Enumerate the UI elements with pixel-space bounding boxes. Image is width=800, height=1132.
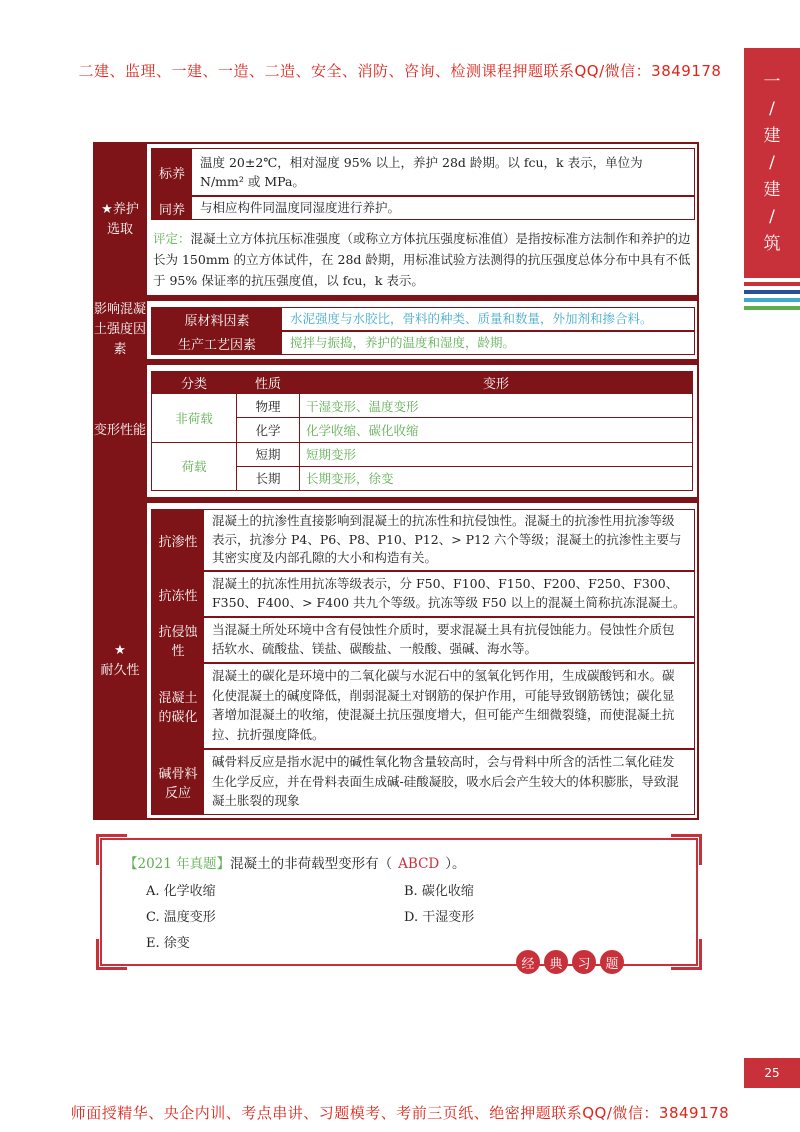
standard-curing-row	[151, 148, 695, 196]
durability-item	[151, 509, 695, 571]
head-class: 分类	[152, 372, 237, 394]
durability-item	[151, 571, 695, 617]
nonload-cell: 非荷载	[152, 394, 237, 442]
durability-item	[151, 663, 695, 749]
corner-ornament	[96, 939, 127, 970]
same-curing-text: 与相应构件同温度同湿度进行养护。	[200, 200, 401, 215]
process-row	[151, 331, 695, 355]
badge-char: 题	[600, 950, 624, 974]
deform-cell: 短期变形	[300, 442, 693, 466]
raw-material-label: 原材料因素	[152, 308, 282, 330]
exercise-badge	[512, 950, 624, 974]
durability-item	[151, 617, 695, 663]
page-number: 25	[744, 1058, 800, 1088]
frost-resistance-text: 混凝土的抗冻性用抗冻等级表示，分 F50、F100、F150、F200、F250、F300、F350、F400、> F400 共九个等级。抗冻等级 F50 以上的混凝土简称抗冻混凝土。	[212, 576, 686, 610]
option: B. 碳化收缩	[404, 884, 474, 899]
side-tab-char: 一	[763, 71, 781, 92]
comment-prefix: 评定：	[153, 231, 191, 246]
badge-char: 习	[572, 950, 596, 974]
curing-label: ★养护 选取	[101, 201, 139, 237]
option: C. 温度变形	[146, 910, 216, 925]
head-nature: 性质	[237, 372, 300, 394]
deformation-label: 变形性能	[93, 423, 146, 438]
curing-comment	[153, 228, 691, 291]
exercise-box	[100, 838, 698, 972]
factors-section	[93, 299, 699, 361]
carbonation-text: 混凝土的碳化是环境中的二氧化碳与水泥石中的氢氧化钙作用，生成碳酸钙和水。碳化使混凝土的碱度降低，削弱混凝土对钢筋的保护作用，可能导致钢筋锈蚀；碳化显著增加混凝土的收缩，使混凝土抗压强度增大，但可能产生细微裂缝，而使混凝土抗拉、抗折强度降低。	[212, 668, 675, 742]
factors-panel	[147, 301, 697, 359]
raw-material-row	[151, 307, 695, 331]
impermeability-label: 抗渗性	[152, 510, 204, 570]
option: A. 化学收缩	[146, 884, 216, 899]
stripe	[744, 306, 800, 310]
stripe	[744, 282, 800, 286]
durability-label: ★ 耐久性	[100, 642, 140, 678]
carbonation-label: 混凝土的碳化	[152, 664, 204, 748]
frost-resistance-label: 抗冻性	[152, 572, 204, 616]
durability-item	[151, 749, 695, 815]
option: E. 徐变	[146, 936, 190, 951]
header-banner: 二建、监理、一建、一造、二造、安全、消防、咨询、检测课程押题联系QQ/微信：3849178	[78, 62, 722, 80]
load-cell: 荷载	[152, 442, 237, 490]
exercise-question	[124, 852, 465, 872]
question-text: 混凝土的非荷载型变形有（	[230, 856, 393, 872]
badge-char: 经	[516, 950, 540, 974]
raw-material-text: 水泥强度与水胶比，骨料的种类、质量和数量，外加剂和掺合料。	[290, 311, 653, 326]
question-answer: ABCD	[398, 856, 440, 872]
curing-section	[93, 142, 699, 297]
same-curing-row	[151, 196, 695, 220]
impermeability-text: 混凝土的抗渗性直接影响到混凝土的抗冻性和抗侵蚀性。混凝土的抗渗性用抗渗等级表示，抗渗分 P4、P6、P8、P10、P12、> P12 六个等级；混凝土的抗渗性主要与其密实度及内部孔隙的大小和构造有关。	[212, 513, 682, 565]
badge-char: 典	[544, 950, 568, 974]
deformation-panel	[147, 365, 697, 497]
stripe	[744, 298, 800, 302]
footer-banner: 师面授精华、央企内训、考点串讲、习题模考、考前三页纸、绝密押题联系QQ/微信：3849178	[70, 1104, 730, 1122]
standard-curing-label: 标养	[152, 149, 192, 195]
nature-cell: 化学	[237, 418, 300, 442]
exercise-tag: 【2021 年真题】	[124, 856, 231, 872]
corner-ornament	[671, 939, 702, 970]
durability-panel	[147, 503, 697, 818]
standard-curing-text: 温度 20±2℃，相对湿度 95% 以上，养护 28d 龄期。以 fcu，k 表示，单位为 N/mm² 或 MPa。	[200, 155, 643, 189]
side-tab-char: /	[769, 98, 775, 119]
factors-label: 影响混凝土强度因素	[93, 302, 146, 357]
curing-panel	[147, 144, 697, 295]
question-end: ）。	[445, 856, 466, 872]
deform-cell: 化学收缩、碳化收缩	[300, 418, 693, 442]
side-tab-char: 建	[763, 179, 781, 200]
side-tab-char: 筑	[763, 233, 781, 254]
durability-section	[93, 501, 699, 820]
deformation-section	[93, 363, 699, 499]
side-tab-char: /	[769, 152, 775, 173]
side-tab	[744, 48, 800, 278]
nature-cell: 短期	[237, 442, 300, 466]
deform-cell: 干湿变形、温度变形	[300, 394, 693, 418]
same-curing-label: 同养	[152, 197, 192, 219]
erosion-resistance-text: 当混凝土所处环境中含有侵蚀性介质时，要求混凝土具有抗侵蚀能力。侵蚀性介质包括软水、硫酸盐、镁盐、碳酸盐、一般酸、强碱、海水等。	[212, 622, 675, 656]
nature-cell: 物理	[237, 394, 300, 418]
comment-text: 混凝土立方体抗压标准强度（或称立方体抗压强度标准值）是指按标准方法制作和养护的边长为 150mm 的立方体试件，在 28d 龄期，用标准试验方法测得的抗压强度总体分布中具有不低于 95% 保证率的抗压强度值，以 fcu，k 表示。	[153, 231, 691, 288]
head-deform: 变形	[300, 372, 693, 394]
option: D. 干湿变形	[404, 910, 475, 925]
side-tab-char: 建	[763, 125, 781, 146]
nature-cell: 长期	[237, 466, 300, 490]
alkali-aggregate-label: 碱骨料反应	[152, 750, 204, 814]
deform-cell: 长期变形，徐变	[300, 466, 693, 490]
content-table	[93, 142, 699, 820]
process-label: 生产工艺因素	[152, 332, 282, 354]
erosion-resistance-label: 抗侵蚀性	[152, 618, 204, 662]
corner-ornament	[671, 834, 702, 865]
deformation-table	[151, 371, 693, 491]
stripe	[744, 290, 800, 294]
corner-ornament	[96, 834, 127, 865]
process-text: 搅拌与振捣，养护的温度和湿度，龄期。	[290, 335, 516, 350]
side-stripes	[744, 282, 800, 314]
side-tab-char: /	[769, 206, 775, 227]
alkali-aggregate-text: 碱骨料反应是指水泥中的碱性氧化物含量较高时，会与骨料中所含的活性二氧化硅发生化学反应，并在骨料表面生成碱-硅酸凝胶，吸水后会产生较大的体积膨胀，导致混凝土胀裂的现象	[212, 754, 679, 808]
